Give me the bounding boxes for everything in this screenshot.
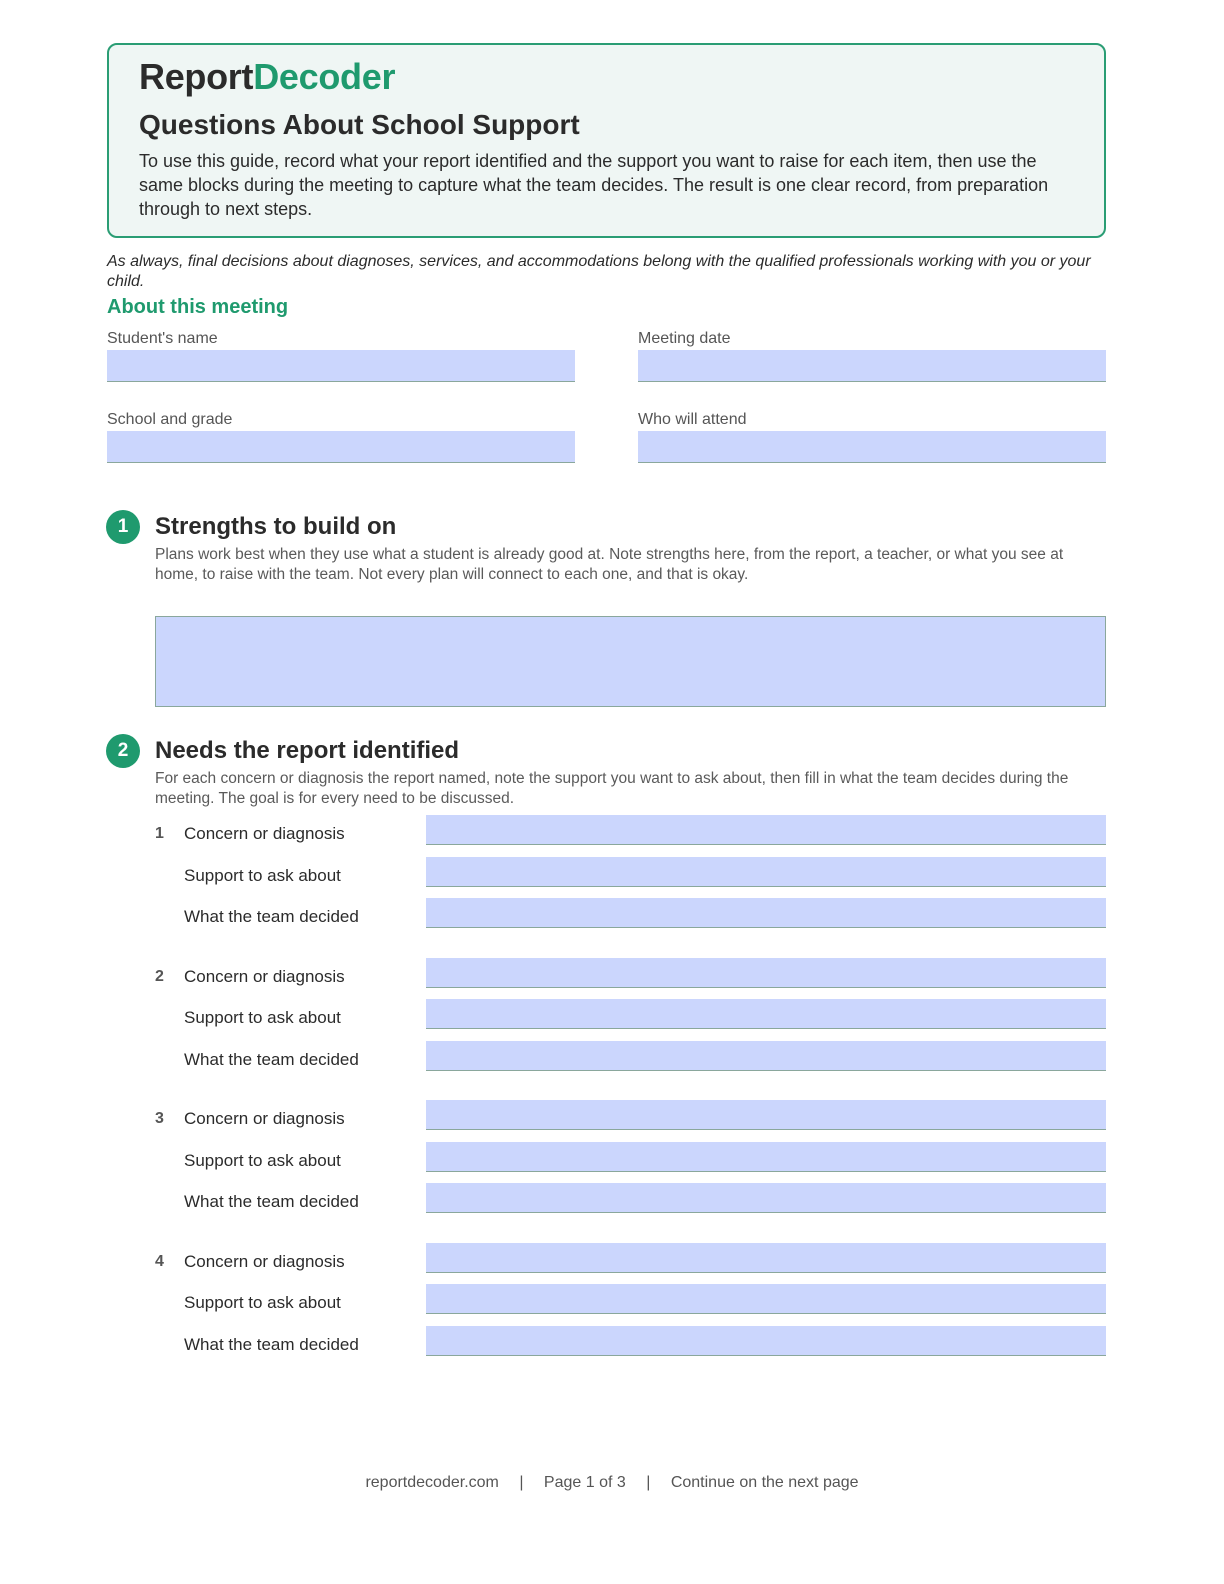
- header-card: [107, 43, 1106, 238]
- footer-continue-note: Continue on the next page: [670, 1474, 859, 1491]
- section-2-description: For each concern or diagnosis the report named, note the support you want to ask about, then fill in what the team decides during the meeting. The goal is for every need to be discussed.: [155, 770, 1069, 807]
- need-4-concern-label: Concern or diagnosis: [184, 1252, 345, 1271]
- need-4-support-label: Support to ask about: [184, 1293, 341, 1312]
- need-4-decision-label: What the team decided: [184, 1335, 359, 1354]
- student-name-label: Student's name: [107, 330, 218, 347]
- brand-part-report: Report: [139, 56, 254, 97]
- school-grade-field[interactable]: [107, 431, 575, 463]
- need-2-decision-label: What the team decided: [184, 1050, 359, 1069]
- meeting-date-label: Meeting date: [638, 330, 731, 347]
- footer-separator-2: |: [646, 1474, 651, 1491]
- brand-logo: [139, 57, 1074, 97]
- footer-site: reportdecoder.com: [365, 1474, 499, 1491]
- need-2-support-field[interactable]: [426, 999, 1106, 1029]
- meeting-heading: About this meeting: [107, 296, 289, 318]
- need-2-support-label: Support to ask about: [184, 1008, 341, 1027]
- need-4-support-field[interactable]: [426, 1284, 1106, 1314]
- need-3-decision-field[interactable]: [426, 1183, 1106, 1213]
- attendees-field[interactable]: [638, 431, 1106, 463]
- need-4-number: 4: [155, 1253, 164, 1270]
- disclaimer: As always, final decisions about diagnoses, services, and accommodations belong with the qualified professionals working with you or your child.: [107, 253, 1091, 290]
- need-1-decision-field[interactable]: [426, 898, 1106, 928]
- footer-separator-1: |: [519, 1474, 524, 1491]
- need-4-concern-field[interactable]: [426, 1243, 1106, 1273]
- section-1-title: Strengths to build on: [155, 513, 397, 540]
- need-3-decision-label: What the team decided: [184, 1192, 359, 1211]
- need-2-concern-label: Concern or diagnosis: [184, 967, 345, 986]
- school-grade-label: School and grade: [107, 411, 233, 428]
- attendees-label: Who will attend: [638, 411, 747, 428]
- need-2-number: 2: [155, 968, 164, 985]
- need-1-number: 1: [155, 825, 164, 842]
- brand-part-decoder: Decoder: [253, 56, 396, 97]
- need-3-concern-field[interactable]: [426, 1100, 1106, 1130]
- need-3-support-label: Support to ask about: [184, 1151, 341, 1170]
- section-2-number-badge: 2: [106, 734, 140, 768]
- need-3-support-field[interactable]: [426, 1142, 1106, 1172]
- page-footer: [0, 1474, 1224, 1492]
- section-1-number-badge: 1: [106, 510, 140, 544]
- need-2-decision-field[interactable]: [426, 1041, 1106, 1071]
- need-2-concern-field[interactable]: [426, 958, 1106, 988]
- section-1-description: Plans work best when they use what a student is already good at. Note strengths here, from the report, a teacher, or what you see at home, to raise with the team. Not every plan will connect to each one, and that is okay.: [155, 546, 1064, 583]
- footer-page-number: Page 1 of 3: [543, 1474, 626, 1491]
- need-1-concern-label: Concern or diagnosis: [184, 824, 345, 843]
- need-1-concern-field[interactable]: [426, 815, 1106, 845]
- need-1-support-label: Support to ask about: [184, 866, 341, 885]
- strengths-textarea[interactable]: [155, 616, 1106, 707]
- intro-text: To use this guide, record what your report identified and the support you want to raise for each item, then use the same blocks during the meeting to capture what the team decides. The result is one clear record, from preparation through to next steps.: [139, 151, 1049, 219]
- meeting-date-field[interactable]: [638, 350, 1106, 382]
- document-title: Questions About School Support: [139, 109, 580, 140]
- need-4-decision-field[interactable]: [426, 1326, 1106, 1356]
- student-name-field[interactable]: [107, 350, 575, 382]
- need-3-number: 3: [155, 1110, 164, 1127]
- need-1-decision-label: What the team decided: [184, 907, 359, 926]
- need-1-support-field[interactable]: [426, 857, 1106, 887]
- need-3-concern-label: Concern or diagnosis: [184, 1109, 345, 1128]
- section-2-title: Needs the report identified: [155, 737, 460, 764]
